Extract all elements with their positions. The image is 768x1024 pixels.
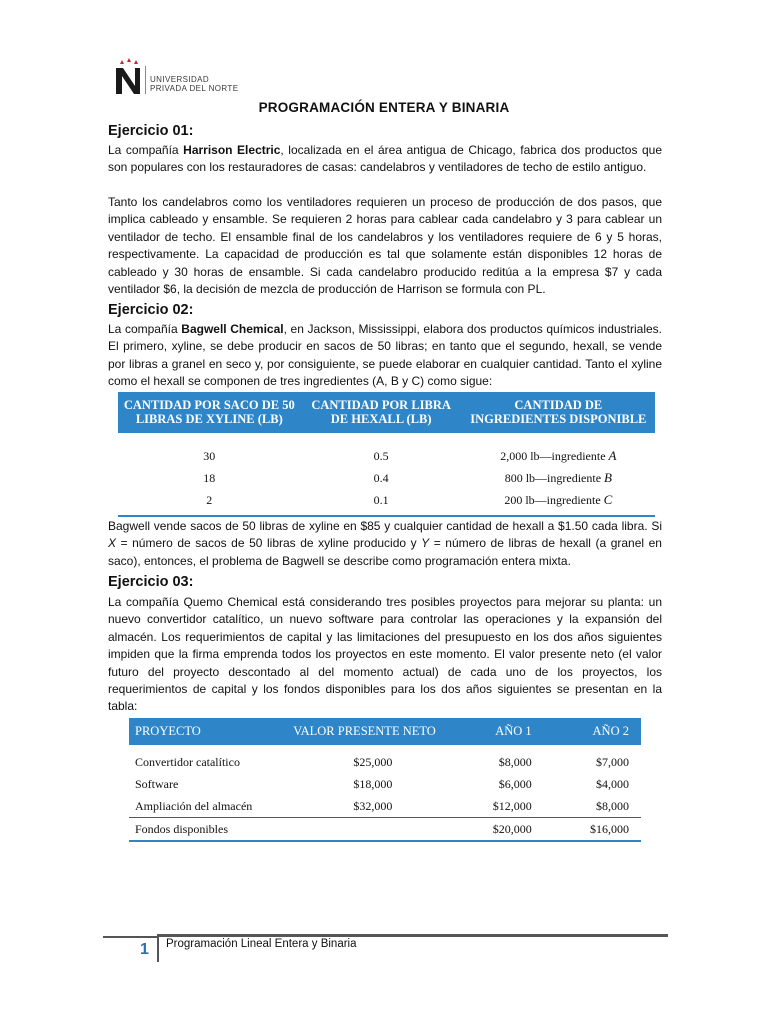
table-cell: $16,000	[544, 818, 641, 842]
university-name-line2: PRIVADA DEL NORTE	[150, 84, 239, 93]
table-cell	[462, 489, 655, 516]
column-header: CANTIDAD DE INGREDIENTES DISPONIBLE	[462, 392, 655, 433]
column-header: AÑO 1	[446, 718, 543, 745]
exercise-2-text: Bagwell vende sacos de 50 libras de xyline en $85 y cualquier cantidad de hexall a $1.50 cada libra. Si	[108, 519, 662, 533]
available-amount: 200 lb—ingrediente	[504, 493, 604, 507]
company-name: Harrison Electric	[183, 143, 281, 157]
variable-x: X	[108, 536, 117, 551]
column-header: AÑO 2	[544, 718, 641, 745]
table-cell	[462, 433, 655, 467]
column-header: PROYECTO	[129, 718, 283, 745]
column-header: CANTIDAD POR LIBRA DE HEXALL (LB)	[301, 392, 462, 433]
exercise-2-text: , en Jackson, Mississippi, elabora dos productos químicos industriales. El primero, xyline, se debe producir en sacos de 50 libras; en tanto que el segundo, hexall, se vende por libras a granel en seco y, por consiguiente, se puede elaborar en cualquier cantidad. Tanto el xyline como el hexall se componen de tres ingredientes (A, B y C) como sigue:	[108, 322, 662, 389]
table-cell	[462, 467, 655, 489]
exercise-1-heading: Ejercicio 01:	[108, 123, 194, 139]
footer-rule	[103, 936, 157, 938]
table-cell: Software	[135, 776, 179, 791]
available-amount: 800 lb—ingrediente	[504, 471, 605, 485]
table-row	[118, 489, 655, 516]
exercise-2-heading: Ejercicio 02:	[108, 302, 194, 318]
table-row	[129, 745, 641, 773]
table-cell: $4,000	[596, 776, 629, 791]
table-cell: 30	[203, 448, 216, 463]
table-cell: $7,000	[596, 754, 629, 769]
table-cell: $32,000	[353, 798, 393, 813]
university-logo	[108, 56, 248, 98]
table-row	[118, 433, 655, 467]
table-row	[129, 795, 641, 818]
table-cell: Convertidor catalítico	[135, 754, 240, 769]
university-emblem-icon	[108, 56, 146, 98]
exercise-2-text: = número de sacos de 50 libras de xyline producido y	[116, 536, 422, 551]
table-cell	[283, 818, 447, 842]
exercise-1-paragraph-1	[108, 142, 662, 177]
ingredient-letter: A	[608, 448, 617, 463]
column-header: CANTIDAD POR SACO DE 50 LIBRAS DE XYLINE (LB)	[118, 392, 301, 433]
table-cell: $18,000	[353, 776, 393, 791]
table-cell: Ampliación del almacén	[135, 798, 253, 813]
table-header-row	[118, 392, 655, 433]
exercise-3-paragraph-1: La compañía Quemo Chemical está considerando tres posibles proyectos para mejorar su planta: un nuevo convertidor catalítico, un nuevo software para controlar las operaciones y la expansión del almacén. Los requerimientos de capital y las limitaciones del presupuesto en los dos años siguientes impiden que la firma emprenda todos los proyectos en este momento. El valor presente neto (el valor futuro del proyecto descontado al del momento actual) de cada uno de los proyectos, los requerimientos de capital y los fondos disponibles para los dos años siguientes se presentan en la tabla:	[108, 595, 662, 714]
exercise-1-text: La compañía	[108, 143, 184, 157]
footer-separator	[157, 934, 159, 962]
table-cell: $12,000	[492, 798, 532, 813]
table-cell: $6,000	[498, 776, 532, 791]
exercise-2-paragraph-2	[108, 518, 662, 570]
ingredient-letter: C	[603, 492, 613, 507]
table-cell: $20,000	[446, 818, 543, 842]
table-cell: 0.4	[373, 470, 389, 485]
exercise-2-paragraph-1	[108, 321, 662, 391]
exercise-2-text: = número de libras de hexall (a granel en saco), entonces, el problema de Bagwell se describe como programación entera mixta.	[108, 536, 662, 568]
table-row	[129, 773, 641, 795]
table-cell: $25,000	[353, 754, 393, 769]
projects-table	[129, 718, 641, 842]
footer-title: Programación Lineal Entera y Binaria	[166, 938, 357, 950]
footer-rule	[158, 934, 668, 937]
table-cell: 18	[203, 470, 216, 485]
document-title: PROGRAMACIÓN ENTERA Y BINARIA	[258, 100, 510, 115]
table-row-funds	[129, 818, 641, 842]
university-name-line1: UNIVERSIDAD	[150, 75, 210, 84]
company-name: Bagwell Chemical	[181, 322, 284, 336]
logo-divider	[145, 66, 146, 94]
ingredient-letter: B	[604, 470, 612, 485]
page-number: 1	[140, 941, 149, 958]
ingredients-table	[118, 392, 655, 517]
exercise-1-text: , localizada en el área antigua de Chicago, fabrica dos productos que son populares con los restauradores de casas: candelabros y ventiladores de techo de estilo antiguo.	[108, 143, 663, 175]
university-name	[150, 75, 238, 93]
table-cell: $8,000	[596, 798, 629, 813]
table-cell: 0.1	[301, 489, 462, 516]
table-cell: 2	[118, 489, 301, 516]
exercise-1-paragraph-2: Tanto los candelabros como los ventiladores requieren un proceso de producción de dos pasos, que implica cableado y ensamble. Se requieren 2 horas para cablear cada candelabro y 3 para cablear un ventilador de techo. El ensamble final de los candelabros y los ventiladores requiere de 6 y 5 horas, respectivamente. La capacidad de producción es tal que solamente están disponibles 12 horas de cableado y 30 horas de ensamble. Si cada candelabro producido reditúa a la empresa $7 y cada ventilador $6, la decisión de mezcla de producción de Harrison se formula con PL.	[108, 195, 662, 297]
column-header: VALOR PRESENTE NETO	[283, 718, 447, 745]
table-cell: 0.5	[373, 448, 389, 463]
table-cell: $8,000	[498, 754, 532, 769]
exercise-2-text: La compañía	[108, 322, 182, 336]
exercise-3-heading: Ejercicio 03:	[108, 574, 194, 590]
table-header-row	[129, 718, 641, 745]
table-row	[118, 467, 655, 489]
variable-y: Y	[421, 536, 430, 551]
available-amount: 2,000 lb—ingrediente	[500, 449, 609, 463]
table-cell: Fondos disponibles	[129, 818, 283, 842]
